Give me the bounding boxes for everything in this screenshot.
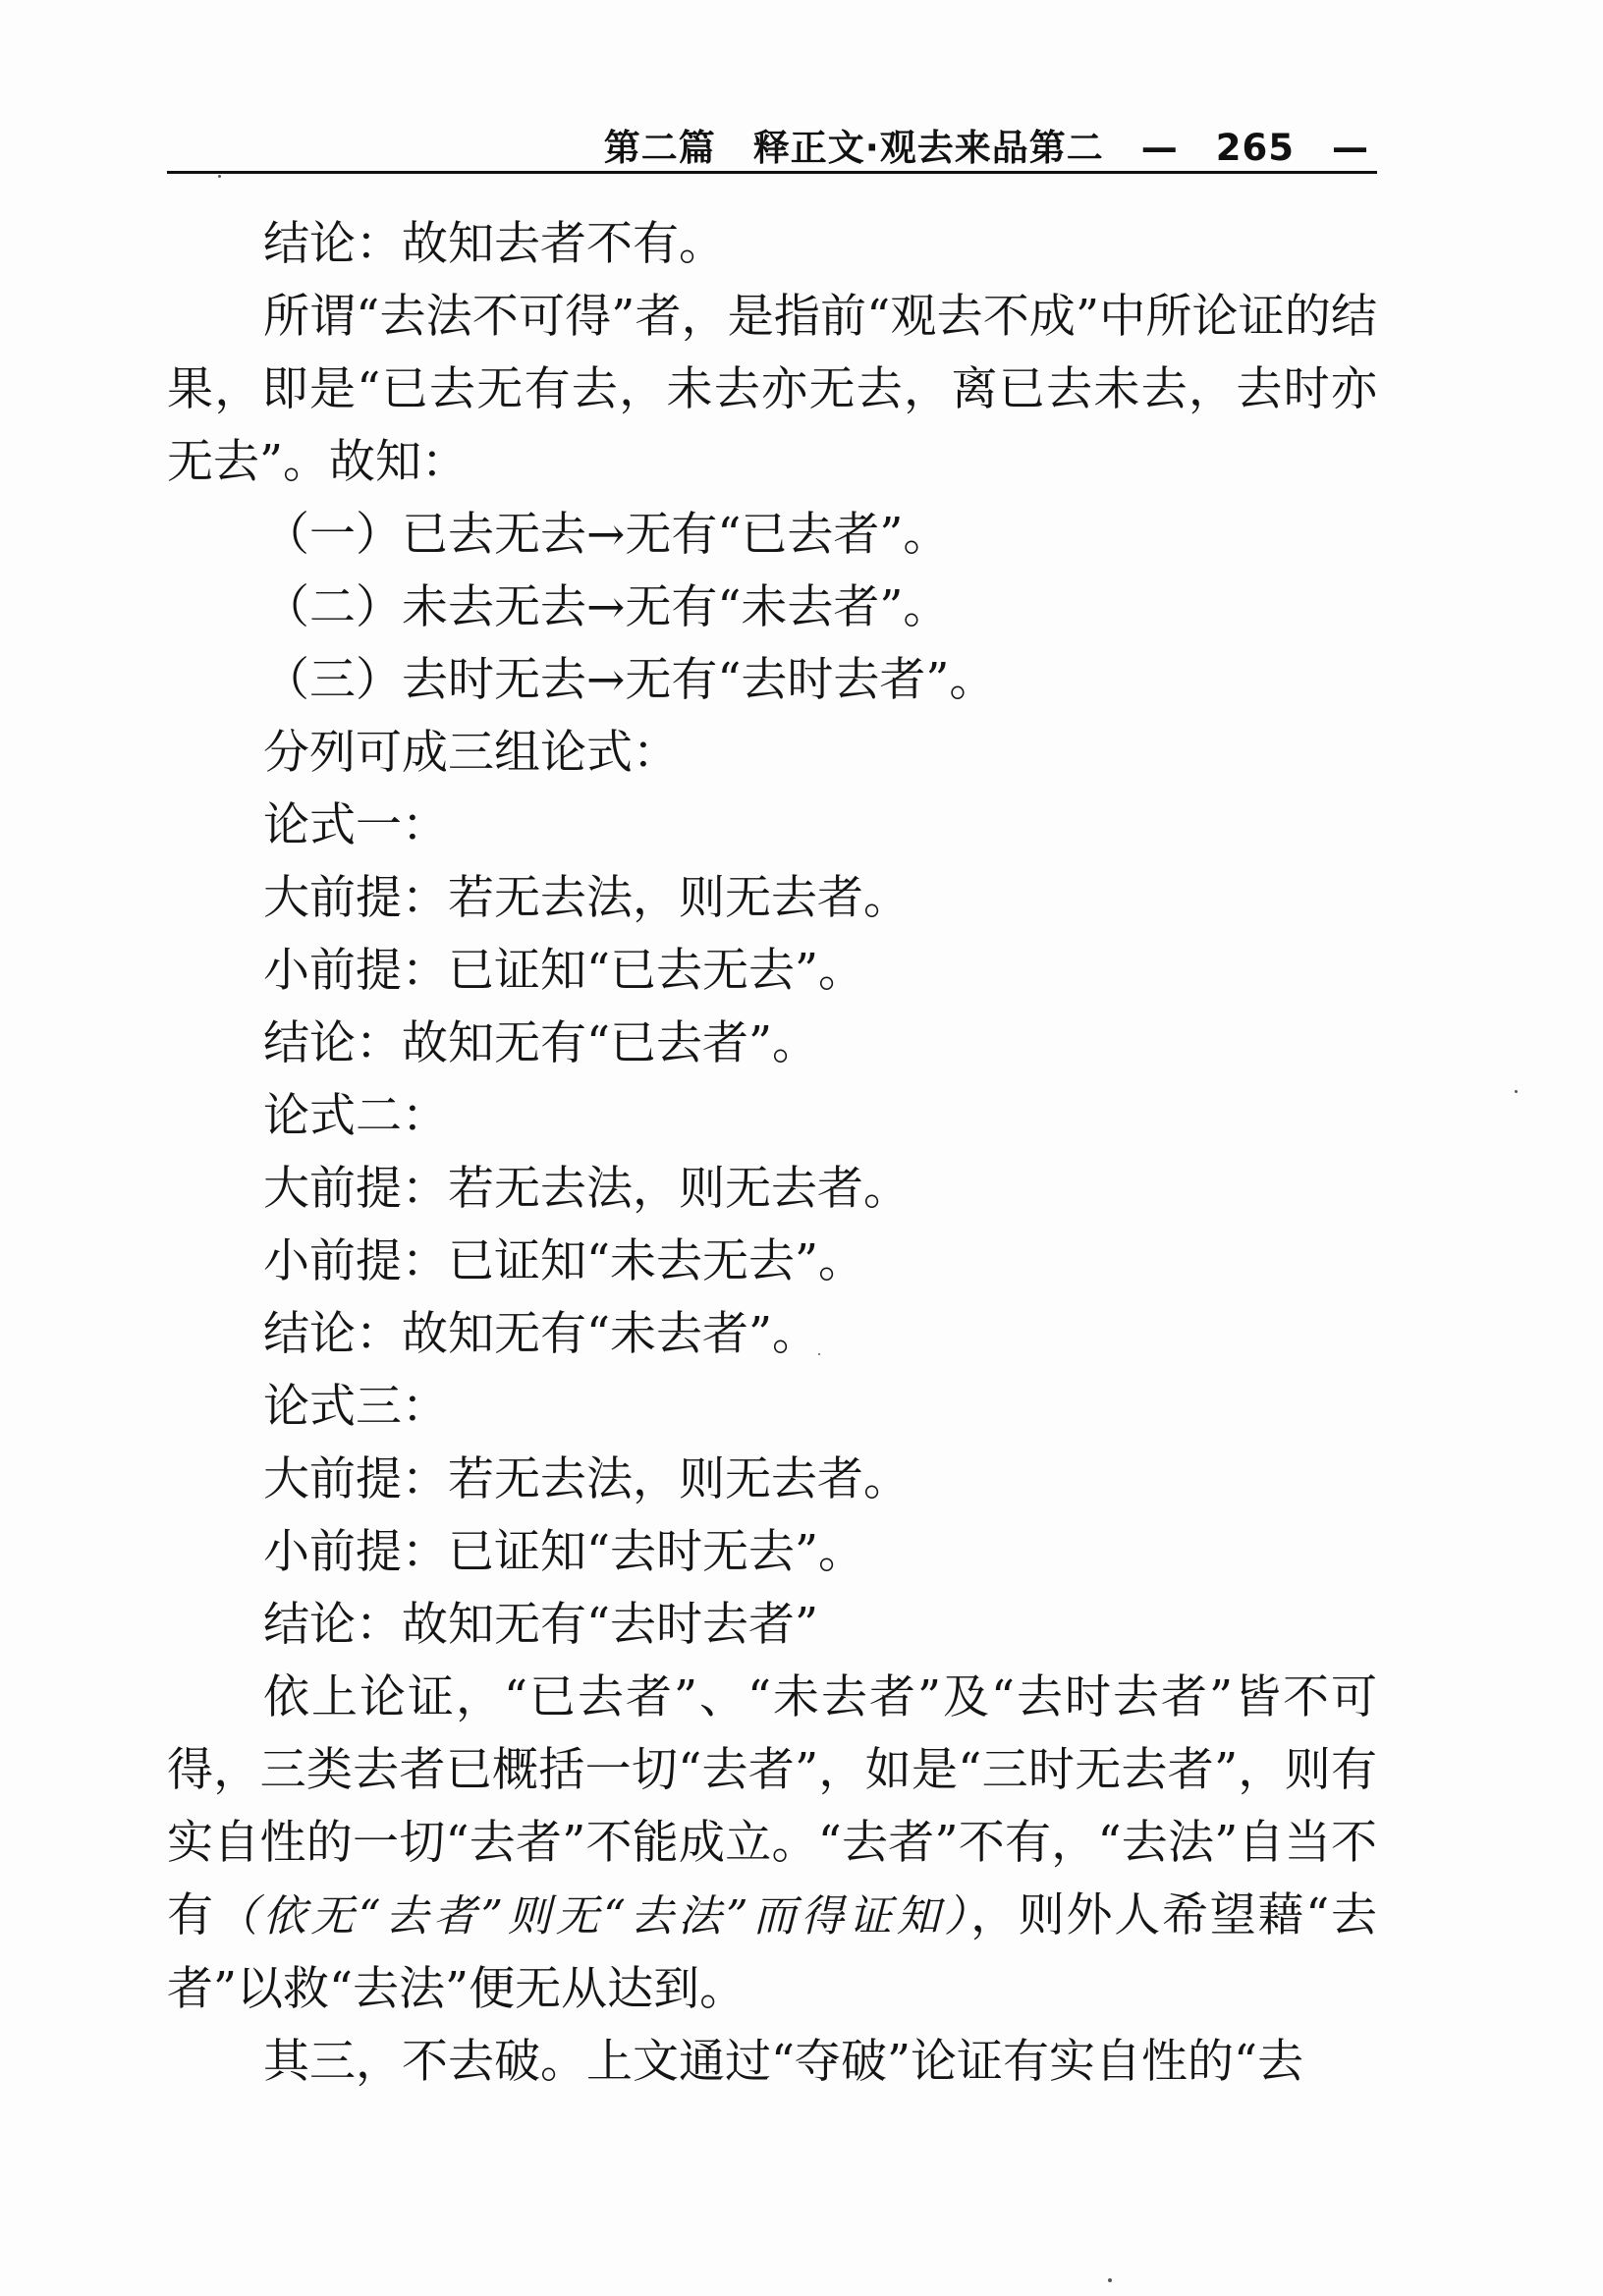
- syllogism-heading: 论式一：: [263, 798, 448, 852]
- header-text: 第二篇 释正文·观去来品第二 — 265 —: [603, 127, 1369, 169]
- syllogism-heading: 论式三：: [263, 1380, 448, 1434]
- major-premise: 大前提：若无去法，则无去者。: [263, 871, 910, 925]
- scan-speck: [218, 175, 221, 178]
- closing-text-1: 依上论证，“已去者”、“未去者”及“去时去者”皆不可得，三类去者已概括一切“去者”，如是“三时无去者”，则有实自性的一切“去者”不能成立。“去者”不有，“去法”自当不有: [167, 1670, 1377, 1942]
- scan-speck: [1108, 2278, 1112, 2282]
- conclusion: 结论：故知无有“去时去者”: [263, 1598, 819, 1652]
- list-item: （一）已去无去→无有“已去者”。: [263, 508, 950, 562]
- syllogism-heading: 论式二：: [263, 1089, 448, 1143]
- paragraph: 结论：故知去者不有。: [263, 217, 725, 271]
- minor-premise: 小前提：已证知“已去无去”。: [263, 944, 865, 998]
- running-header: [167, 110, 1377, 174]
- scan-speck: [1515, 1090, 1518, 1093]
- body-text: [167, 208, 1377, 2099]
- final-paragraph: 其三，不去破。上文通过“夺破”论证有实自性的“去: [263, 2035, 1304, 2089]
- conclusion: 结论：故知无有“未去者”。: [263, 1307, 819, 1361]
- paragraph: 所谓“去法不可得”者，是指前“观去不成”中所论证的结果，即是“已去无有去，未去亦无去，离已去未去，去时亦无去”。故知：: [167, 290, 1377, 489]
- conclusion: 结论：故知无有“已去者”。: [263, 1016, 819, 1070]
- list-item: （三）去时无去→无有“去时去者”。: [263, 653, 996, 707]
- paragraph: 分列可成三组论式：: [263, 726, 679, 780]
- major-premise: 大前提：若无去法，则无去者。: [263, 1452, 910, 1506]
- list-item: （二）未去无去→无有“未去者”。: [263, 580, 950, 634]
- minor-premise: 小前提：已证知“去时无去”。: [263, 1525, 865, 1579]
- closing-note: （依无“去者”则无“去法”而得证知）: [214, 1891, 971, 1941]
- closing-paragraph: [167, 1662, 1377, 2026]
- closing-text-2: ，则外人希望藉“去者”以救“去法”便无从达到。: [167, 1888, 1378, 2016]
- scan-speck: [818, 1353, 820, 1355]
- major-premise: 大前提：若无去法，则无去者。: [263, 1162, 910, 1216]
- minor-premise: 小前提：已证知“未去无去”。: [263, 1234, 865, 1288]
